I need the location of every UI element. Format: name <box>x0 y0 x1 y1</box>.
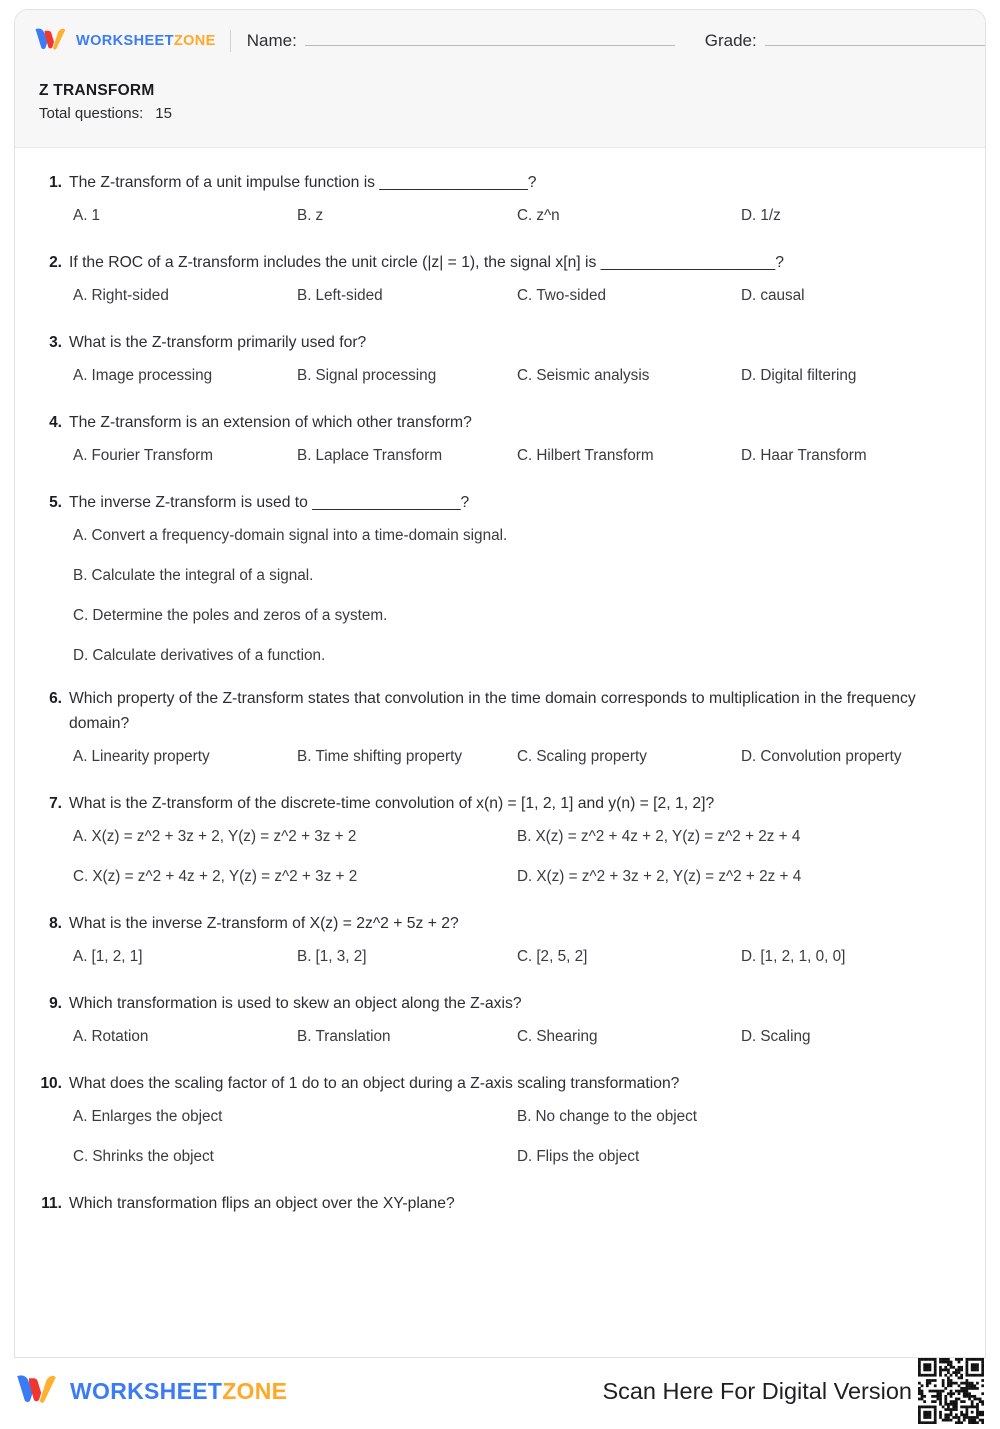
scan-here-text: Scan Here For Digital Version <box>602 1377 912 1404</box>
question-main <box>69 791 965 889</box>
question-row <box>35 1071 965 1169</box>
question-number: 4. <box>49 414 62 431</box>
answer-option[interactable] <box>73 825 517 849</box>
worksheet-title-block <box>33 82 967 122</box>
option-key: B. <box>297 287 312 304</box>
option-key: A. <box>73 748 88 765</box>
option-key: C. <box>517 447 533 464</box>
option-key: A. <box>73 527 88 544</box>
answer-option[interactable] <box>517 1105 965 1129</box>
question-row <box>35 250 965 308</box>
answer-option[interactable] <box>73 644 965 668</box>
option-key: C. <box>73 1148 89 1165</box>
option-text: Linearity property <box>91 748 210 765</box>
option-key: D. <box>517 868 533 885</box>
question-block <box>35 791 965 889</box>
answer-option[interactable] <box>517 825 965 849</box>
name-field[interactable] <box>247 31 675 51</box>
option-key: A. <box>73 1028 88 1045</box>
option-key: A. <box>73 948 88 965</box>
option-text: [1, 2, 1] <box>91 948 143 965</box>
question-block <box>35 911 965 969</box>
option-key: A. <box>73 287 88 304</box>
option-text: Convert a frequency-domain signal into a time-domain signal. <box>91 527 508 544</box>
option-text: Scaling property <box>536 748 647 765</box>
footer-brand-logo <box>14 1372 287 1411</box>
option-key: D. <box>517 1148 533 1165</box>
question-block <box>35 170 965 228</box>
qr-code-icon[interactable] <box>918 1358 984 1424</box>
option-text: 1 <box>91 207 100 224</box>
question-number: 1. <box>49 174 62 191</box>
worksheetzone-w-logo-icon <box>14 1372 58 1411</box>
option-key: B. <box>517 1108 532 1125</box>
worksheetzone-w-logo-icon <box>33 26 67 57</box>
option-key: A. <box>73 367 88 384</box>
answer-option[interactable] <box>517 204 741 228</box>
brand-word-zone: ZONE <box>173 33 216 49</box>
option-key: B. <box>297 1028 312 1045</box>
question-text: If the ROC of a Z-transform includes the unit circle (|z| = 1), the signal x[n] is ____________________? <box>69 254 784 271</box>
option-text: Right-sided <box>91 287 169 304</box>
option-key: D. <box>741 1028 757 1045</box>
option-text: z^n <box>536 207 560 224</box>
answer-options <box>69 745 965 769</box>
footer-brand-word-worksheet: WORKSHEET <box>70 1377 223 1404</box>
answer-options <box>69 945 965 969</box>
answer-option[interactable] <box>73 1145 517 1169</box>
worksheet-header <box>15 10 985 148</box>
option-key: C. <box>517 287 533 304</box>
option-text: Rotation <box>91 1028 149 1045</box>
question-main <box>69 330 965 388</box>
question-row <box>35 410 965 468</box>
option-text: causal <box>760 287 805 304</box>
worksheet-card <box>14 9 986 1358</box>
option-key: C. <box>517 948 533 965</box>
question-number: 8. <box>49 915 62 932</box>
option-key: B. <box>517 828 532 845</box>
question-row <box>35 991 965 1049</box>
answer-option[interactable] <box>73 284 297 308</box>
answer-option[interactable] <box>73 1025 297 1049</box>
option-key: B. <box>73 567 88 584</box>
question-main <box>69 170 965 228</box>
option-text: Two-sided <box>536 287 607 304</box>
answer-option[interactable] <box>741 745 965 769</box>
answer-option[interactable] <box>73 745 297 769</box>
grade-field[interactable] <box>705 31 986 51</box>
answer-option[interactable] <box>297 444 517 468</box>
question-text: The inverse Z-transform is used to _________________? <box>69 494 470 511</box>
question-block <box>35 1191 965 1216</box>
option-text: 1/z <box>760 207 781 224</box>
option-key: D. <box>741 207 757 224</box>
question-row <box>35 330 965 388</box>
question-main <box>69 410 965 468</box>
question-block <box>35 490 965 668</box>
question-row <box>35 791 965 889</box>
question-text: What does the scaling factor of 1 do to an object during a Z-axis scaling transformation? <box>69 1075 680 1092</box>
question-text: The Z-transform of a unit impulse function is _________________? <box>69 174 537 191</box>
question-row <box>35 686 965 769</box>
answer-option[interactable] <box>297 1025 517 1049</box>
answer-options <box>69 1105 965 1169</box>
option-text: Digital filtering <box>760 367 857 384</box>
option-key: B. <box>297 447 312 464</box>
option-text: Shearing <box>536 1028 598 1045</box>
answer-option[interactable] <box>517 284 741 308</box>
option-key: C. <box>517 748 533 765</box>
answer-options <box>69 364 965 388</box>
answer-option[interactable] <box>73 945 297 969</box>
answer-option[interactable] <box>297 745 517 769</box>
question-number: 6. <box>49 690 62 707</box>
page-title: Z TRANSFORM <box>39 82 155 99</box>
option-text: X(z) = z^2 + 3z + 2, Y(z) = z^2 + 2z + 4 <box>536 868 802 885</box>
answer-option[interactable] <box>297 284 517 308</box>
answer-option[interactable] <box>297 364 517 388</box>
question-main <box>69 686 965 769</box>
question-text: What is the Z-transform primarily used for? <box>69 334 367 351</box>
option-key: A. <box>73 828 88 845</box>
option-key: D. <box>741 287 757 304</box>
header-top-row <box>33 26 967 56</box>
option-text: Convolution property <box>760 748 902 765</box>
option-text: X(z) = z^2 + 4z + 2, Y(z) = z^2 + 2z + 4 <box>535 828 801 845</box>
footer-brand-wordmark <box>70 1378 287 1405</box>
question-text: Which transformation flips an object over the XY-plane? <box>69 1195 455 1212</box>
question-main <box>69 911 965 969</box>
question-main <box>69 490 965 668</box>
answer-option[interactable] <box>297 945 517 969</box>
answer-option[interactable] <box>741 945 965 969</box>
question-main <box>69 250 965 308</box>
option-text: Scaling <box>760 1028 811 1045</box>
option-key: A. <box>73 207 88 224</box>
brand-word-worksheet: WORKSHEET <box>76 33 174 49</box>
option-key: D. <box>741 367 757 384</box>
option-text: [2, 5, 2] <box>536 948 588 965</box>
option-text: Fourier Transform <box>91 447 214 464</box>
option-text: X(z) = z^2 + 4z + 2, Y(z) = z^2 + 3z + 2 <box>92 868 358 885</box>
answer-option[interactable] <box>517 444 741 468</box>
answer-option[interactable] <box>517 1025 741 1049</box>
question-row <box>35 490 965 668</box>
question-row <box>35 911 965 969</box>
footer-brand-word-zone: ZONE <box>222 1377 288 1404</box>
question-block <box>35 1071 965 1169</box>
option-text: z <box>315 207 324 224</box>
answer-option[interactable] <box>73 364 297 388</box>
total-questions-label: Total questions: <box>39 105 144 122</box>
answer-option[interactable] <box>297 204 517 228</box>
question-number: 9. <box>49 995 62 1012</box>
option-key: C. <box>517 207 533 224</box>
option-key: C. <box>73 607 89 624</box>
answer-option[interactable] <box>73 524 965 548</box>
answer-option[interactable] <box>741 444 965 468</box>
option-text: Seismic analysis <box>536 367 650 384</box>
option-text: Flips the object <box>536 1148 640 1165</box>
option-key: A. <box>73 447 88 464</box>
option-key: C. <box>517 1028 533 1045</box>
page-footer <box>0 1368 1000 1414</box>
answer-option[interactable] <box>73 564 965 588</box>
answer-option[interactable] <box>73 204 297 228</box>
option-text: Translation <box>315 1028 391 1045</box>
option-key: C. <box>73 868 89 885</box>
question-block <box>35 686 965 769</box>
question-text: The Z-transform is an extension of which other transform? <box>69 414 472 431</box>
answer-options <box>69 444 965 468</box>
answer-options <box>69 204 965 228</box>
question-number: 5. <box>49 494 62 511</box>
option-text: [1, 2, 1, 0, 0] <box>760 948 846 965</box>
option-text: No change to the object <box>535 1108 698 1125</box>
answer-option[interactable] <box>73 1105 517 1129</box>
answer-option[interactable] <box>517 865 965 889</box>
answer-option[interactable] <box>741 284 965 308</box>
total-questions-value: 15 <box>155 105 172 122</box>
question-block <box>35 330 965 388</box>
questions-list <box>15 148 985 1216</box>
question-number: 11. <box>41 1195 62 1212</box>
question-block <box>35 410 965 468</box>
option-key: C. <box>517 367 533 384</box>
answer-option[interactable] <box>741 1025 965 1049</box>
brand-logo <box>33 26 216 57</box>
option-text: Shrinks the object <box>92 1148 214 1165</box>
question-main <box>69 1071 965 1169</box>
option-text: Time shifting property <box>315 748 462 765</box>
answer-option[interactable] <box>741 364 965 388</box>
option-key: B. <box>297 748 312 765</box>
footer-scan-group <box>602 1358 984 1424</box>
answer-option[interactable] <box>517 945 741 969</box>
question-main <box>69 1191 965 1216</box>
option-text: Enlarges the object <box>91 1108 223 1125</box>
grade-input-line[interactable] <box>765 32 986 46</box>
option-key: D. <box>741 447 757 464</box>
question-number: 2. <box>49 254 62 271</box>
question-text: What is the inverse Z-transform of X(z) = 2z^2 + 5z + 2? <box>69 915 459 932</box>
question-number: 7. <box>49 795 62 812</box>
question-row <box>35 1191 965 1216</box>
answer-option[interactable] <box>73 865 517 889</box>
option-key: B. <box>297 367 312 384</box>
option-text: Calculate the integral of a signal. <box>91 567 314 584</box>
option-text: Laplace Transform <box>315 447 443 464</box>
header-divider <box>230 30 231 52</box>
option-text: Hilbert Transform <box>536 447 654 464</box>
option-key: D. <box>741 948 757 965</box>
option-text: Image processing <box>91 367 213 384</box>
answer-options <box>69 284 965 308</box>
answer-options <box>69 1025 965 1049</box>
name-input-line[interactable] <box>305 32 675 46</box>
question-block <box>35 991 965 1049</box>
option-key: A. <box>73 1108 88 1125</box>
answer-option[interactable] <box>517 1145 965 1169</box>
option-key: B. <box>297 207 312 224</box>
option-text: Signal processing <box>315 367 437 384</box>
option-text: Determine the poles and zeros of a system. <box>92 607 388 624</box>
grade-label: Grade: <box>704 31 757 50</box>
answer-option[interactable] <box>517 745 741 769</box>
question-text: Which property of the Z-transform states that convolution in the time domain corresponds to multiplication in the frequency domain? <box>69 690 916 732</box>
question-number: 3. <box>49 334 62 351</box>
option-key: D. <box>73 647 89 664</box>
question-text: Which transformation is used to skew an object along the Z-axis? <box>69 995 522 1012</box>
option-key: B. <box>297 948 312 965</box>
answer-option[interactable] <box>517 364 741 388</box>
question-number: 10. <box>40 1075 62 1092</box>
brand-wordmark <box>76 33 216 49</box>
answer-option[interactable] <box>73 444 297 468</box>
name-label: Name: <box>246 31 297 50</box>
option-text: Haar Transform <box>760 447 867 464</box>
total-questions <box>39 105 967 122</box>
answer-option[interactable] <box>741 204 965 228</box>
answer-option[interactable] <box>73 604 965 628</box>
question-main <box>69 991 965 1049</box>
question-row <box>35 170 965 228</box>
question-block <box>35 250 965 308</box>
option-text: [1, 3, 2] <box>315 948 367 965</box>
option-text: Calculate derivatives of a function. <box>92 647 326 664</box>
option-text: X(z) = z^2 + 3z + 2, Y(z) = z^2 + 3z + 2 <box>91 828 357 845</box>
option-key: D. <box>741 748 757 765</box>
option-text: Left-sided <box>315 287 383 304</box>
answer-options <box>69 825 965 889</box>
question-text: What is the Z-transform of the discrete-time convolution of x(n) = [1, 2, 1] and y(n) = [2, 1, 2]? <box>69 795 715 812</box>
answer-options <box>69 524 965 668</box>
